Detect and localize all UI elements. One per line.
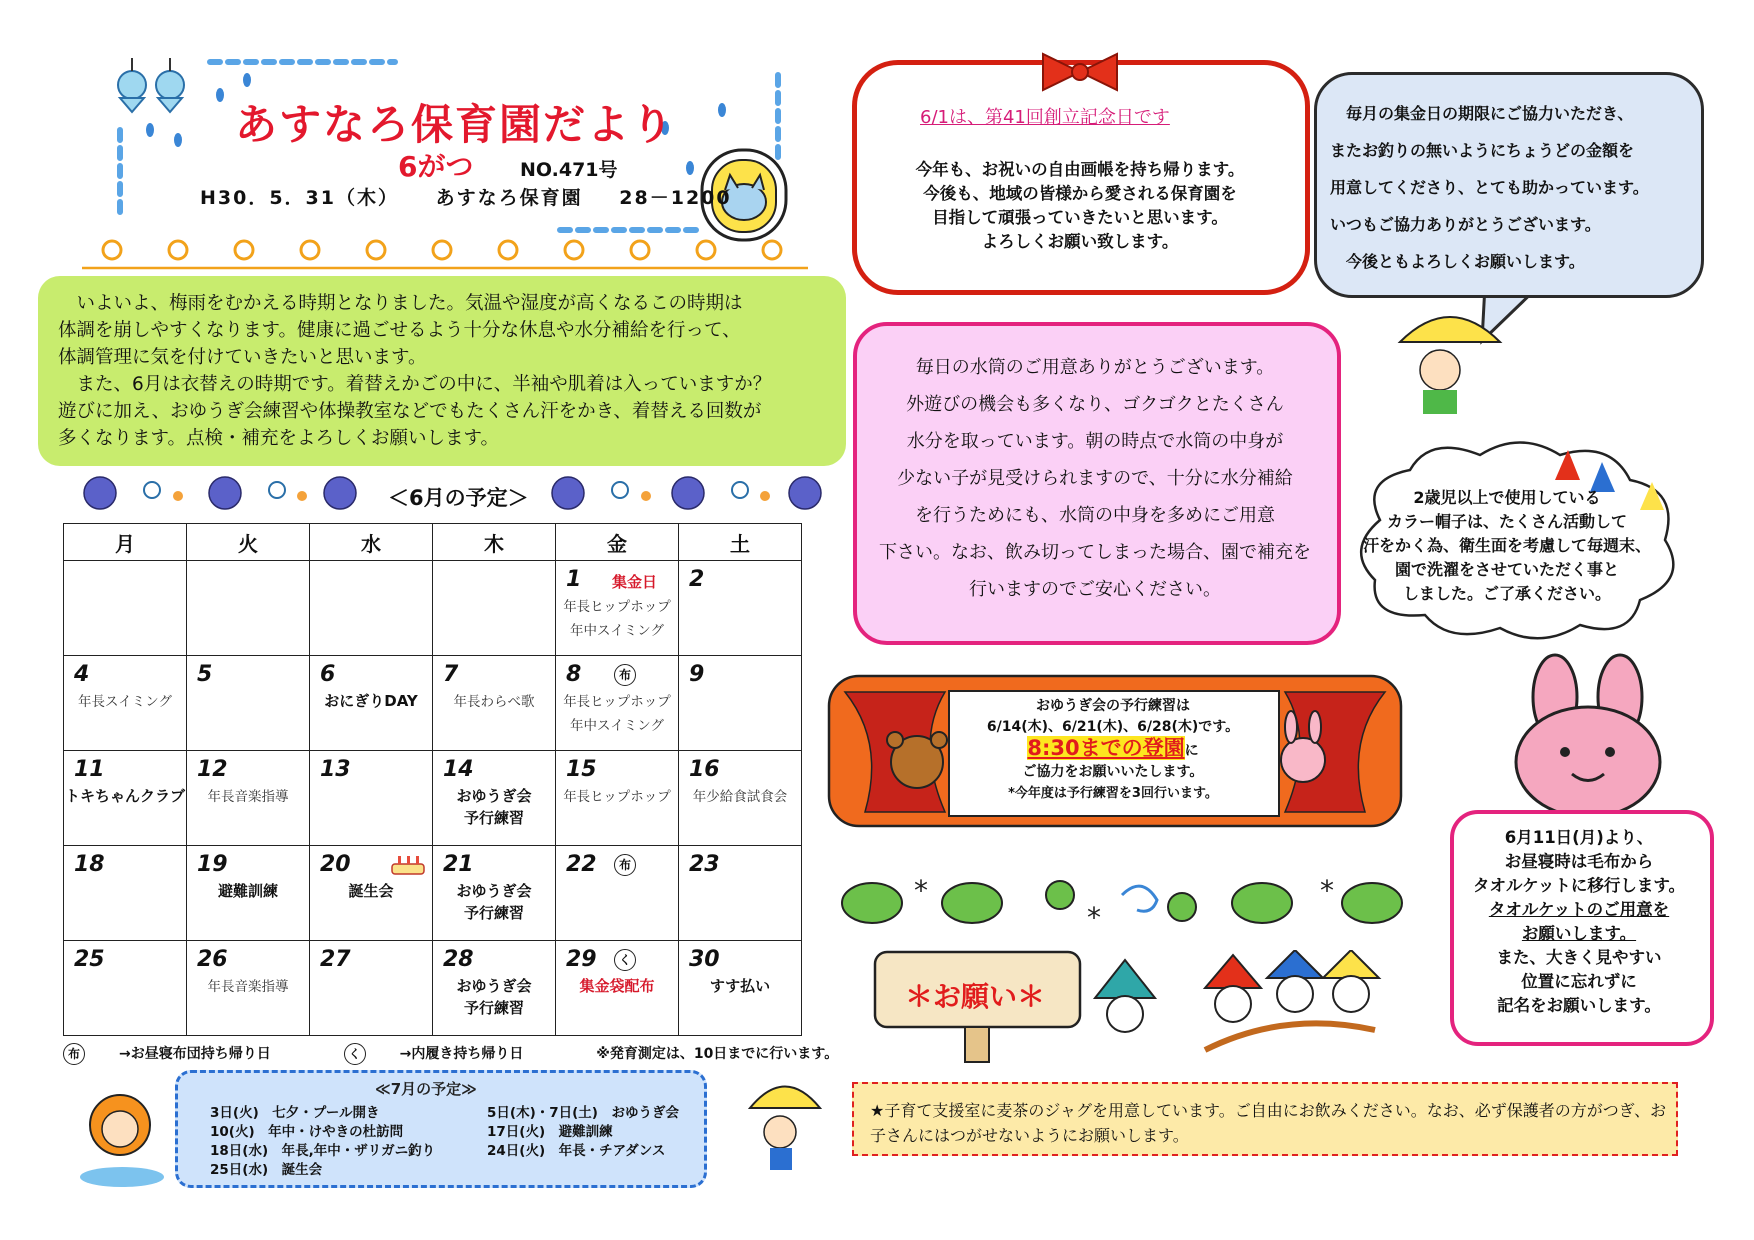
calendar-week: [64, 846, 802, 941]
july-item: 10(火) 年中・けやきの杜訪問: [210, 1124, 404, 1140]
day-number: 8: [566, 662, 582, 687]
day-number: 15: [566, 757, 597, 782]
cell-events: [556, 690, 678, 738]
calendar-cell: [64, 656, 187, 751]
day-number: 6: [320, 662, 336, 687]
anniversary-line: 今後も、地域の皆様から愛される保育園を: [923, 184, 1237, 203]
calendar-cell: [310, 846, 433, 941]
day-number: 21: [443, 852, 474, 877]
calendar-cell: [433, 656, 556, 751]
towel-line: 記名をお願いします。: [1497, 996, 1661, 1015]
water-line: 行いますのでご安心ください。: [969, 579, 1221, 600]
event: トキちゃんクラブ: [64, 787, 185, 805]
greeting-line: 遊びに加え、おゆうぎ会練習や体操教室などでもたくさん汗をかき、着替える回数が: [58, 401, 762, 422]
anniversary-line: 目指して頑張っていきたいと思います。: [932, 208, 1228, 227]
calendar-cell: [556, 561, 679, 656]
event: 避難訓練: [217, 882, 278, 900]
hat-line: 園で洗濯をさせていただく事と: [1394, 560, 1619, 579]
event: すす払い: [709, 977, 771, 995]
event: 年長ヒップホップ: [563, 599, 671, 615]
snail-border: [82, 241, 808, 268]
day-number: 26: [197, 947, 228, 972]
cell-events: [433, 785, 555, 829]
calendar-cell: [679, 846, 802, 941]
svg-text:*: *: [1320, 874, 1334, 907]
ribbon-icon: [1035, 48, 1125, 96]
calendar-cell: [310, 751, 433, 846]
day-number: 13: [320, 757, 351, 782]
event: 予行練習: [463, 904, 524, 922]
cell-events: [433, 975, 555, 1019]
newsletter-title: あすなろ保育園だより: [235, 100, 676, 149]
towel-line: タオルケットのご用意を: [1488, 900, 1670, 919]
issue-date: H30．5．31（木）: [200, 187, 400, 209]
day-number: 11: [74, 757, 105, 782]
july-right-column: [487, 1104, 679, 1161]
phone-number: 28－1200: [619, 187, 732, 209]
calendar-cell: [64, 846, 187, 941]
calendar-cell: [187, 656, 310, 751]
anniversary-line: よろしくお願い致します。: [981, 232, 1179, 251]
hat-text: [1362, 486, 1652, 606]
calendar-week: [64, 751, 802, 846]
payment-text: [1330, 95, 1649, 280]
calendar-cell: [679, 941, 802, 1036]
hat-line: カラー帽子は、たくさん活動して: [1386, 512, 1627, 531]
rehearsal-line: おゆうぎ会の予行練習は: [1036, 698, 1190, 714]
calendar-cell: [556, 751, 679, 846]
futon-mark-icon: 布: [63, 1043, 85, 1065]
rehearsal-note: *今年度は予行練習を3回行います。: [1008, 786, 1218, 801]
payment-line: またお釣りの無いようにちょうどの金額を: [1330, 141, 1635, 160]
cell-events: [187, 880, 309, 902]
event: 年長ヒップホップ: [563, 789, 671, 805]
month-title: 6がつ: [398, 150, 474, 183]
cell-events: [679, 785, 801, 809]
cell-events: [187, 975, 309, 999]
calendar-cell: [64, 561, 187, 656]
water-line: 少ない子が見受けられますので、十分に水分補給: [897, 468, 1293, 489]
cell-events: [64, 690, 186, 714]
legend-measure: ※発育測定は、10日までに行います。: [596, 1046, 839, 1062]
payment-line: 用意してくださり、とても助かっています。: [1330, 178, 1649, 197]
day-number: 22: [566, 852, 597, 877]
frog-border: [832, 855, 1432, 940]
greeting-line: 体調管理に気を付けていきたいと思います。: [58, 347, 427, 368]
day-number: 29: [566, 947, 597, 972]
cell-events: [556, 975, 678, 997]
water-line: 水分を取っています。朝の時点で水筒の中身が: [906, 431, 1284, 452]
day-number: 16: [689, 757, 720, 782]
payment-line: 毎月の集金日の期限にご協力いただき、: [1330, 104, 1634, 123]
schedule-title: ＜6月の予定＞: [388, 486, 529, 510]
calendar-legend: [63, 1043, 872, 1065]
event: 集金袋配布: [579, 977, 655, 995]
day-number: 5: [197, 662, 213, 687]
day-number: 30: [689, 947, 720, 972]
rehearsal-line: 6/14(木)、6/21(木)、6/28(木)です。: [986, 719, 1240, 735]
water-line: 毎日の水筒のご用意ありがとうございます。: [915, 357, 1275, 378]
legend-futon: →お昼寝布団持ち帰り日: [119, 1046, 271, 1062]
towel-line: タオルケットに移行します。: [1472, 876, 1686, 895]
calendar-cell: [310, 941, 433, 1036]
event: おゆうぎ会: [456, 977, 532, 995]
weekday-mon: 月: [64, 524, 187, 561]
footer-notice: ★子育て支援室に麦茶のジャグを用意しています。ご自由にお飲みください。なお、必ず保護者の方がつぎ、お子さんにはつがせないようにお願いします。: [870, 1101, 1667, 1145]
event: 年中スイミング: [570, 623, 664, 639]
event: 年長ヒップホップ: [563, 694, 671, 710]
day-number: 9: [689, 662, 705, 687]
event: 予行練習: [463, 999, 524, 1017]
calendar-week: [64, 656, 802, 751]
payment-line: 今後ともよろしくお願いします。: [1330, 252, 1585, 271]
towel-line: お願いします。: [1521, 924, 1637, 943]
shoes-mark-icon: く: [614, 949, 636, 971]
event: おゆうぎ会: [456, 787, 532, 805]
water-line: を行うためにも、水筒の中身を多めにご用意: [915, 505, 1275, 526]
calendar-cell: [187, 561, 310, 656]
day-number: 28: [443, 947, 474, 972]
weekday-header: [64, 524, 802, 561]
cell-events: [310, 880, 432, 902]
arrival-time-emphasis: 8:30までの登園: [1027, 736, 1185, 760]
calendar-cell: [310, 561, 433, 656]
july-left-column: [210, 1104, 435, 1180]
legend-shoes: →内履き持ち帰り日: [399, 1046, 524, 1062]
event: 予行練習: [463, 809, 524, 827]
calendar-cell: [433, 941, 556, 1036]
cell-events: [433, 880, 555, 924]
event: 年長音楽指導: [207, 979, 289, 995]
calendar-cell: [310, 656, 433, 751]
collection-day-label: 集金日: [612, 573, 658, 591]
event: おゆうぎ会: [456, 882, 532, 900]
futon-mark-icon: 布: [614, 664, 636, 686]
water-line: 下さい。なお、飲み切ってしまった場合、園で補充を: [879, 542, 1311, 563]
cell-events: [187, 785, 309, 809]
org-name: あすなろ保育園: [435, 187, 583, 209]
july-item: 17日(火) 避難訓練: [487, 1124, 613, 1140]
calendar-cell: [187, 846, 310, 941]
hat-line: 2歳児以上で使用している: [1413, 488, 1601, 507]
teacher-umbrella-icon: [1395, 302, 1505, 417]
calendar-cell: [556, 846, 679, 941]
calendar-cell: [556, 656, 679, 751]
event: 年中スイミング: [570, 718, 664, 734]
water-line: 外遊びの機会も多くなり、ゴクゴクとたくさん: [906, 394, 1284, 415]
weekday-sat: 土: [679, 524, 802, 561]
july-title: ≪7月の予定≫: [375, 1080, 477, 1098]
day-number: 23: [689, 852, 720, 877]
july-item: 3日(火) 七夕・プール開き: [210, 1105, 380, 1121]
towel-line: 6月11日(月)より、: [1504, 828, 1654, 847]
calendar-week: [64, 561, 802, 656]
towel-line: 位置に忘れずに: [1521, 972, 1637, 991]
greeting-line: また、6月は衣替えの時期です。着替えかごの中に、半袖や肌着は入っていますか？: [58, 374, 772, 395]
svg-text:*: *: [1087, 901, 1101, 934]
umbrella-child-icon: [740, 1070, 830, 1180]
towel-line: また、大きく見やすい: [1496, 948, 1662, 967]
weekday-tue: 火: [187, 524, 310, 561]
day-number: 12: [197, 757, 228, 782]
calendar-cell: [433, 751, 556, 846]
event: 年長音楽指導: [207, 789, 289, 805]
event: 年長わらべ歌: [453, 694, 535, 710]
day-number: 19: [197, 852, 228, 877]
towel-line: お昼寝時は毛布から: [1504, 852, 1654, 871]
anniversary-text: [870, 158, 1290, 254]
calendar-cell: [679, 751, 802, 846]
rehearsal-text: [952, 696, 1274, 804]
payment-line: いつもご協力ありがとうございます。: [1330, 215, 1601, 234]
event: 年少給食試食会: [692, 789, 788, 805]
cell-events: [310, 690, 432, 712]
gnome-children-icon: [1085, 950, 1415, 1075]
futon-mark-icon: 布: [614, 854, 636, 876]
calendar-cell: [679, 561, 802, 656]
day-number: 25: [74, 947, 105, 972]
shoes-mark-icon: く: [344, 1043, 366, 1065]
event: おにぎりDAY: [324, 692, 418, 710]
anniversary-title: 6/1は、第41回創立記念日です: [920, 107, 1170, 128]
calendar-cell: [679, 656, 802, 751]
day-number: 1: [566, 567, 582, 592]
weekday-wed: 水: [310, 524, 433, 561]
request-sign-text: ＊お願い＊: [905, 980, 1046, 1013]
day-number: 7: [443, 662, 459, 687]
calendar-cell: [64, 941, 187, 1036]
day-number: 2: [689, 567, 705, 592]
cell-events: [679, 975, 801, 997]
greeting-text: [58, 290, 848, 452]
cell-events: [433, 690, 555, 714]
event: 誕生会: [348, 882, 394, 900]
day-number: 27: [320, 947, 351, 972]
rehearsal-line: に: [1184, 743, 1199, 759]
greeting-line: 体調を崩しやすくなります。健康に過ごせるよう十分な休息や水分補給を行って、: [58, 320, 741, 341]
raincoat-child-icon: [72, 1085, 172, 1195]
issue-number: NO.471号: [520, 159, 618, 181]
june-calendar: [63, 523, 802, 1036]
event: 年長スイミング: [78, 694, 172, 710]
day-number: 20: [320, 852, 351, 877]
july-item: 24日(火) 年長・チアダンス: [487, 1143, 666, 1159]
pink-rabbit-icon: [1500, 652, 1675, 822]
rehearsal-line: ご協力をお願いいたします。: [1022, 764, 1204, 780]
july-item: 25日(水) 誕生会: [210, 1162, 323, 1178]
anniversary-line: 今年も、お祝いの自由画帳を持ち帰ります。: [915, 160, 1245, 179]
calendar-cell: [64, 751, 187, 846]
july-item: 18日(水) 年長,年中・ザリガニ釣り: [210, 1143, 436, 1159]
cell-events: [556, 595, 678, 643]
calendar-week: [64, 941, 802, 1036]
calendar-cell: [187, 941, 310, 1036]
greeting-line: 多くなります。点検・補充をよろしくお願いします。: [58, 428, 500, 449]
july-item: 5日(木)・7日(土) おゆうぎ会: [487, 1105, 679, 1121]
calendar-cell: [187, 751, 310, 846]
greeting-line: いよいよ、梅雨をむかえる時期となりました。気温や湿度が高くなるこの時期は: [58, 293, 743, 314]
weekday-fri: 金: [556, 524, 679, 561]
hat-line: 汗をかく為、衛生面を考慮して毎週末、: [1362, 536, 1651, 555]
day-number: 14: [443, 757, 474, 782]
hat-line: しました。ご了承ください。: [1402, 584, 1611, 603]
svg-text:*: *: [914, 874, 928, 907]
day-number: 4: [74, 662, 90, 687]
towel-text: [1455, 826, 1703, 1018]
raindrop-doll-icon: [118, 58, 184, 112]
birthday-cake-icon: [388, 852, 428, 878]
calendar-cell: [556, 941, 679, 1036]
header-info: [200, 183, 760, 210]
day-number: 18: [74, 852, 105, 877]
cell-events: [64, 785, 186, 807]
calendar-cell: [433, 561, 556, 656]
calendar-cell: [433, 846, 556, 941]
cell-events: [556, 785, 678, 809]
water-bottle-text: [860, 349, 1330, 608]
weekday-thu: 木: [433, 524, 556, 561]
